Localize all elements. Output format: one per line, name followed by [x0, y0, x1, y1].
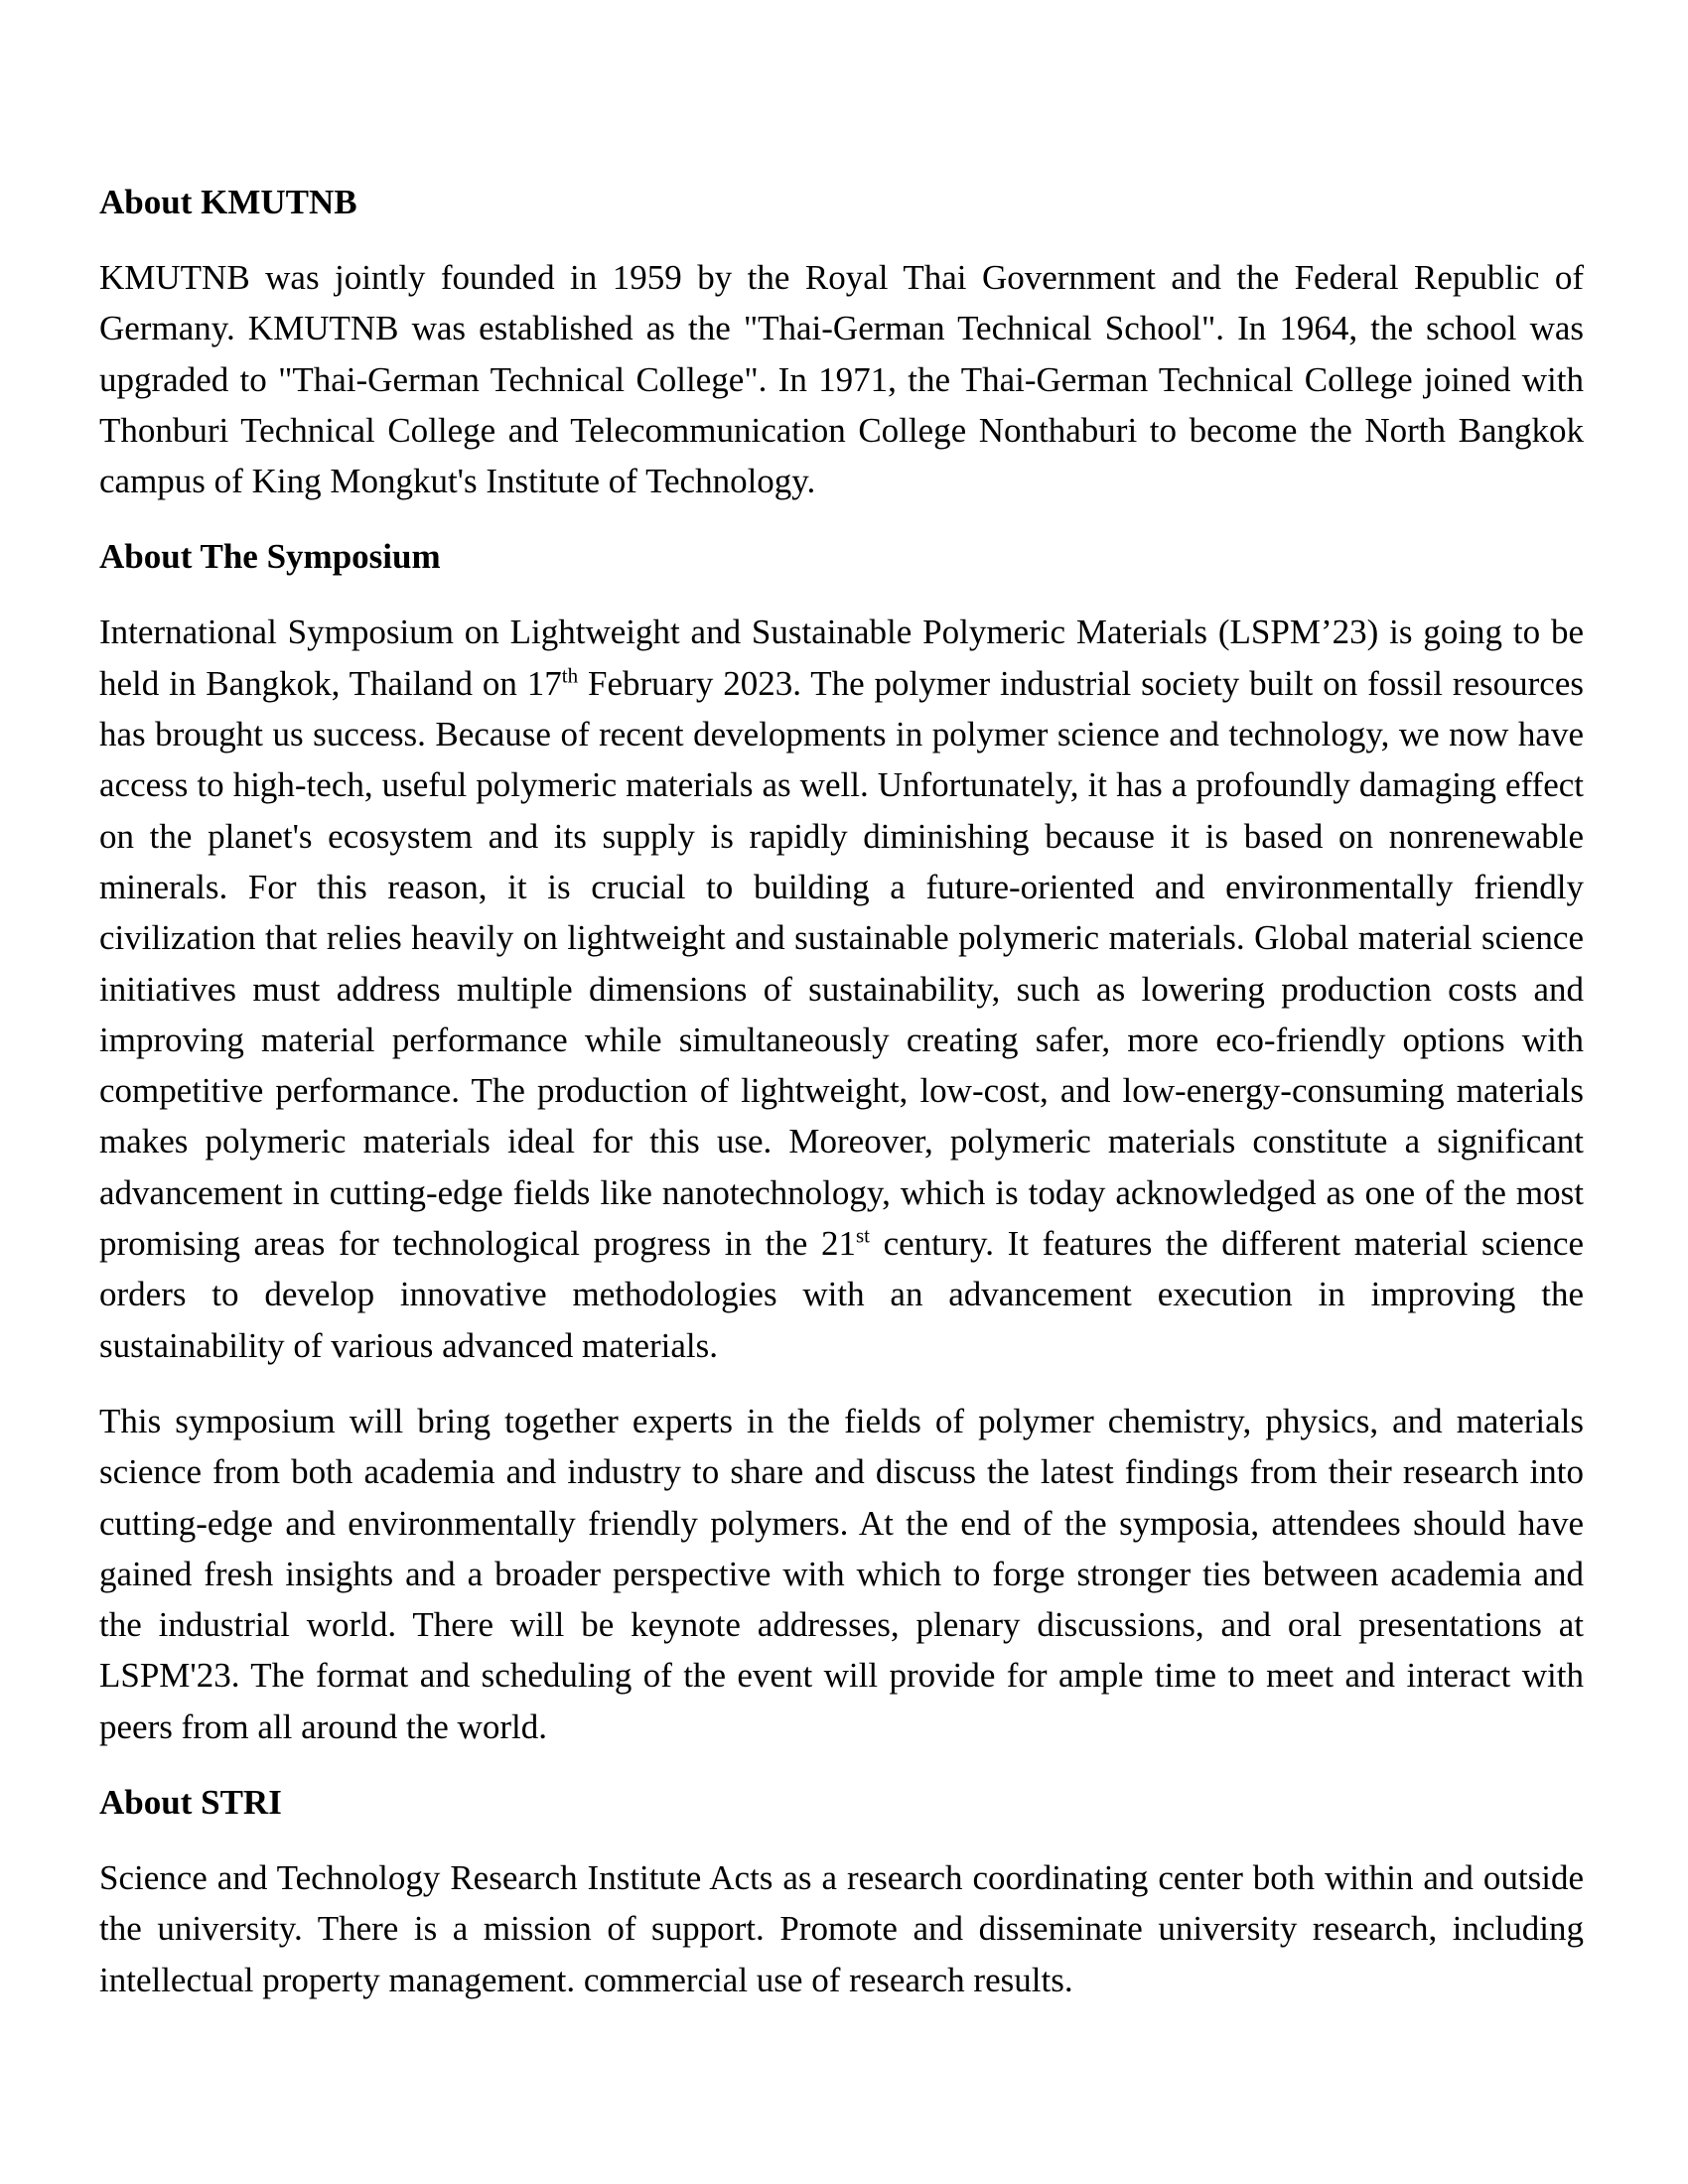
document-page — [99, 177, 1584, 2030]
heading-about-symposium: About The Symposium — [99, 537, 441, 577]
superscript-th: th — [561, 663, 579, 688]
symposium-text-part-1: International Symposium on Lightweight and Sustainable Polymeric Materials (LSPM’23) is going to be held in Bangkok, Thailand on 17 — [99, 613, 1584, 703]
heading-about-stri: About STRI — [99, 1783, 282, 1823]
paragraph-symposium-details: This symposium will bring together experts in the fields of polymer chemistry, physics, and materials science from both academia and industry to share and discuss the latest findings from their research into cutting-edge and environmentally friendly polymers. At the end of the symposia, attendees should have gained fresh insights and a broader perspective with which to forge stronger ties between academia and the industrial world. There will be keynote addresses, plenary discussions, and oral presentations at LSPM'23. The format and scheduling of the event will provide for ample time to meet and interact with peers from all around the world. — [99, 1401, 1584, 1746]
superscript-st: st — [855, 1223, 870, 1248]
symposium-text-part-3: century. It features the different material science orders to develop innovative methodologies with an advancement execution in improving the sustainability of various advanced materials. — [99, 1224, 1584, 1365]
paragraph-kmutnb: KMUTNB was jointly founded in 1959 by the Royal Thai Government and the Federal Republic of Germany. KMUTNB was established as the "Thai-German Technical School". In 1964, the school was upgraded to "Thai-German Technical College". In 1971, the Thai-German Technical College joined with Thonburi Technical College and Telecommunication College Nonthaburi to become the North Bangkok campus of King Mongkut's Institute of Technology. — [99, 258, 1584, 501]
symposium-text-part-2: February 2023. The polymer industrial society built on fossil resources has brought us success. Because of recent developments in polymer science and technology, we now have access to high-tech, useful polymeric materials as well. Unfortunately, it has a profoundly damaging effect on the planet's ecosystem and its supply is rapidly diminishing because it is based on nonrenewable minerals. For this reason, it is crucial to building a future-oriented and environmentally friendly civilization that relies heavily on lightweight and sustainable polymeric materials. Global material science initiatives must address multiple dimensions of sustainability, such as lowering production costs and improving material performance while simultaneously creating safer, more eco-friendly options with competitive performance. The production of lightweight, low-cost, and low-energy-consuming materials makes polymeric materials ideal for this use. Moreover, polymeric materials constitute a significant advancement in cutting-edge fields like nanotechnology, which is today acknowledged as one of the most promising areas for technological progress in the 21 — [99, 663, 1584, 1264]
paragraph-symposium-intro — [99, 607, 1584, 1370]
paragraph-stri: Science and Technology Research Institute Acts as a research coordinating center both within and outside the university. There is a mission of support. Promote and disseminate university research, including intellectual property management. commercial use of research results. — [99, 1858, 1584, 1999]
heading-about-kmutnb: About KMUTNB — [99, 183, 357, 221]
